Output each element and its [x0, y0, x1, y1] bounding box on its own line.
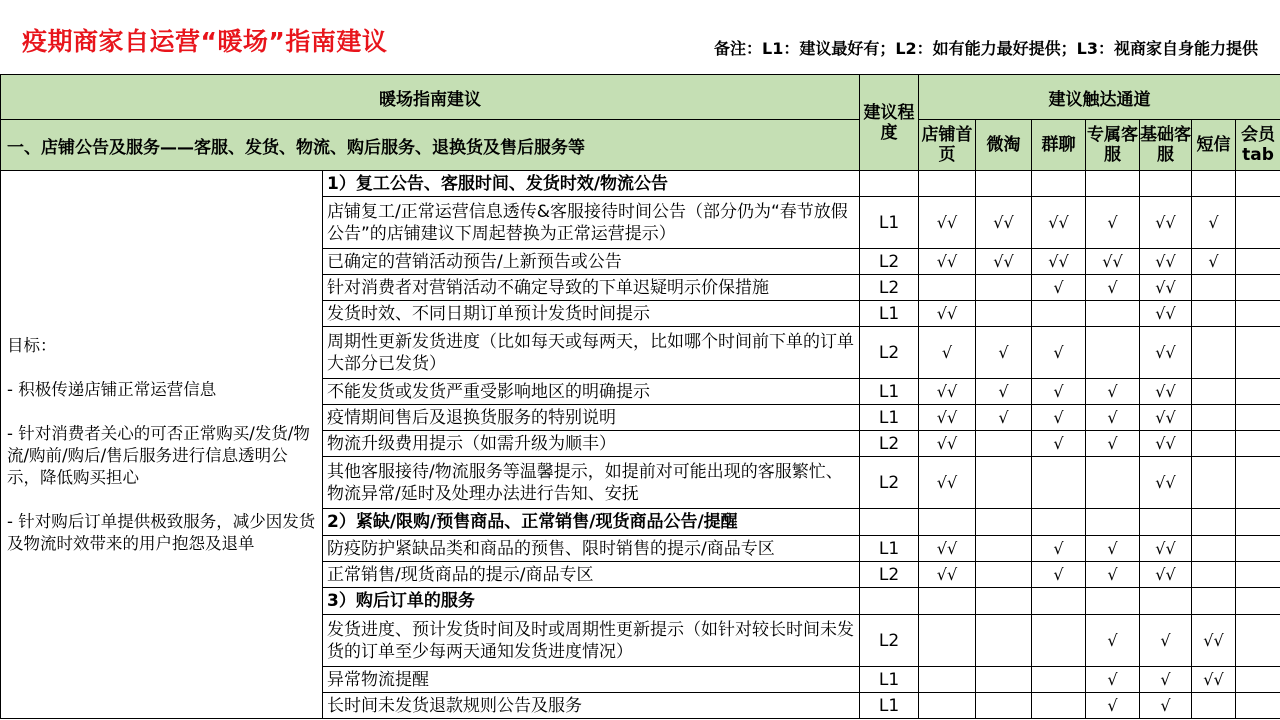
- check-cell: √: [1086, 693, 1140, 719]
- check-cell: [1236, 405, 1280, 431]
- channel-member-tab: 会员tab: [1236, 120, 1280, 171]
- check-cell: √: [1032, 379, 1086, 405]
- check-cell: [1236, 327, 1280, 379]
- goal-cell: 目标： - 积极传递店铺正常运营信息 - 针对消费者关心的可否正常购买/发货/物流/购前/购后/售后服务进行信息透明公示，降低购买担心 - 针对购后订单提供极致服务，减少因发货及物流时效带来的用户抱怨及退单: [1, 171, 323, 719]
- level-cell: [860, 588, 919, 615]
- check-cell: [919, 615, 976, 667]
- check-cell: [1236, 588, 1280, 615]
- check-cell: [976, 171, 1032, 197]
- level-cell: L2: [860, 562, 919, 588]
- check-cell: [1032, 693, 1086, 719]
- check-cell: [976, 431, 1032, 457]
- check-cell: √√: [1140, 275, 1192, 301]
- check-cell: √: [1086, 379, 1140, 405]
- check-cell: [1236, 509, 1280, 536]
- check-cell: [1236, 562, 1280, 588]
- check-cell: √: [1032, 327, 1086, 379]
- item-description: 疫情期间售后及退换货服务的特别说明: [323, 405, 860, 431]
- check-cell: √√: [1192, 667, 1236, 693]
- check-cell: √√: [1140, 301, 1192, 327]
- check-cell: [1086, 457, 1140, 509]
- check-cell: [1192, 457, 1236, 509]
- check-cell: √: [1192, 249, 1236, 275]
- guide-table-body: [1, 171, 1280, 719]
- check-cell: √: [1140, 615, 1192, 667]
- check-cell: √√: [976, 197, 1032, 249]
- item-description: 其他客服接待/物流服务等温馨提示，如提前对可能出现的客服繁忙、物流异常/延时及处理办法进行告知、安抚: [323, 457, 860, 509]
- check-cell: [1192, 509, 1236, 536]
- check-cell: √√: [1086, 249, 1140, 275]
- check-cell: √√: [919, 457, 976, 509]
- check-cell: √√: [919, 379, 976, 405]
- check-cell: √√: [1140, 379, 1192, 405]
- level-cell: L2: [860, 275, 919, 301]
- check-cell: √√: [976, 249, 1032, 275]
- item-description: 防疫防护紧缺品类和商品的预售、限时销售的提示/商品专区: [323, 536, 860, 562]
- check-cell: √: [1086, 562, 1140, 588]
- check-cell: [976, 693, 1032, 719]
- channel-group-chat: 群聊: [1032, 120, 1086, 171]
- check-cell: √: [1032, 431, 1086, 457]
- check-cell: √: [919, 327, 976, 379]
- check-cell: √√: [919, 431, 976, 457]
- check-cell: [1236, 275, 1280, 301]
- item-description: 针对消费者对营销活动不确定导致的下单迟疑明示价保措施: [323, 275, 860, 301]
- header-category: 一、店铺公告及服务——客服、发货、物流、购后服务、退换货及售后服务等: [1, 120, 860, 171]
- check-cell: √: [1032, 562, 1086, 588]
- legend-note: 备注：L1：建议最好有；L2：如有能力最好提供；L3：视商家自身能力提供: [714, 39, 1258, 58]
- check-cell: [1032, 509, 1086, 536]
- check-cell: √√: [919, 536, 976, 562]
- check-cell: [1140, 171, 1192, 197]
- check-cell: √: [1086, 431, 1140, 457]
- check-cell: [1236, 667, 1280, 693]
- level-cell: L2: [860, 249, 919, 275]
- level-cell: L2: [860, 615, 919, 667]
- check-cell: [1192, 693, 1236, 719]
- check-cell: [1086, 301, 1140, 327]
- check-cell: [976, 588, 1032, 615]
- check-cell: √: [1086, 536, 1140, 562]
- channel-store-home: 店铺首页: [919, 120, 976, 171]
- check-cell: [976, 457, 1032, 509]
- check-cell: [1192, 275, 1236, 301]
- item-description: 物流升级费用提示（如需升级为顺丰）: [323, 431, 860, 457]
- check-cell: [1192, 405, 1236, 431]
- check-cell: [976, 667, 1032, 693]
- check-cell: [1192, 379, 1236, 405]
- item-description: 店铺复工/正常运营信息透传&客服接待时间公告（部分仍为“春节放假公告”的店铺建议下周起替换为正常运营提示）: [323, 197, 860, 249]
- check-cell: [1192, 562, 1236, 588]
- check-cell: √: [1086, 275, 1140, 301]
- level-cell: L1: [860, 405, 919, 431]
- check-cell: √√: [1032, 197, 1086, 249]
- check-cell: [1140, 509, 1192, 536]
- item-description: 正常销售/现货商品的提示/商品专区: [323, 562, 860, 588]
- check-cell: [1032, 615, 1086, 667]
- check-cell: [1236, 249, 1280, 275]
- channel-dedicated-service: 专属客服: [1086, 120, 1140, 171]
- level-cell: [860, 509, 919, 536]
- level-cell: L1: [860, 667, 919, 693]
- channel-header-row: [1, 120, 1280, 171]
- check-cell: [976, 301, 1032, 327]
- check-cell: √√: [919, 562, 976, 588]
- check-cell: [1236, 379, 1280, 405]
- check-cell: [1236, 693, 1280, 719]
- check-cell: [1086, 327, 1140, 379]
- section-title: 1）复工公告、客服时间、发货时效/物流公告: [323, 171, 860, 197]
- check-cell: √: [1032, 275, 1086, 301]
- check-cell: [1192, 588, 1236, 615]
- check-cell: [1236, 171, 1280, 197]
- check-cell: [1236, 431, 1280, 457]
- check-cell: [919, 588, 976, 615]
- page-title: 疫期商家自运营“暖场”指南建议: [22, 27, 388, 56]
- check-cell: √√: [919, 405, 976, 431]
- check-cell: [1236, 615, 1280, 667]
- check-cell: √: [976, 327, 1032, 379]
- check-cell: √: [1032, 405, 1086, 431]
- check-cell: √√: [1192, 615, 1236, 667]
- header-channels: 建议触达通道: [919, 75, 1280, 120]
- check-cell: [976, 536, 1032, 562]
- guide-table: [0, 74, 1280, 719]
- header-guide: 暖场指南建议: [1, 75, 860, 120]
- check-cell: √: [1140, 667, 1192, 693]
- check-cell: [1032, 588, 1086, 615]
- check-cell: [1086, 588, 1140, 615]
- item-description: 不能发货或发货严重受影响地区的明确提示: [323, 379, 860, 405]
- check-cell: [976, 615, 1032, 667]
- level-cell: L1: [860, 693, 919, 719]
- check-cell: √√: [1140, 562, 1192, 588]
- check-cell: √√: [1140, 327, 1192, 379]
- check-cell: [1236, 536, 1280, 562]
- check-cell: [919, 509, 976, 536]
- check-cell: √: [1192, 197, 1236, 249]
- check-cell: √: [1086, 667, 1140, 693]
- check-cell: [1192, 536, 1236, 562]
- check-cell: √√: [1140, 536, 1192, 562]
- check-cell: √: [1086, 615, 1140, 667]
- check-cell: [1236, 457, 1280, 509]
- check-cell: √: [1086, 197, 1140, 249]
- check-cell: [1192, 171, 1236, 197]
- channel-weitao: 微淘: [976, 120, 1032, 171]
- level-cell: L2: [860, 457, 919, 509]
- section-title: 2）紧缺/限购/预售商品、正常销售/现货商品公告/提醒: [323, 509, 860, 536]
- check-cell: √√: [1140, 431, 1192, 457]
- level-cell: L1: [860, 301, 919, 327]
- check-cell: [1032, 457, 1086, 509]
- item-description: 异常物流提醒: [323, 667, 860, 693]
- check-cell: √√: [1140, 249, 1192, 275]
- level-cell: [860, 171, 919, 197]
- check-cell: √√: [1140, 457, 1192, 509]
- check-cell: √√: [919, 301, 976, 327]
- check-cell: [1192, 431, 1236, 457]
- check-cell: [1236, 301, 1280, 327]
- check-cell: [919, 275, 976, 301]
- check-cell: √: [1086, 405, 1140, 431]
- check-cell: √√: [1140, 197, 1192, 249]
- check-cell: [1192, 327, 1236, 379]
- check-cell: [1086, 171, 1140, 197]
- item-description: 发货时效、不同日期订单预计发货时间提示: [323, 301, 860, 327]
- check-cell: [976, 275, 1032, 301]
- check-cell: √√: [1140, 405, 1192, 431]
- section-title: 3）购后订单的服务: [323, 588, 860, 615]
- check-cell: [1236, 197, 1280, 249]
- check-cell: [1032, 667, 1086, 693]
- item-description: 周期性更新发货进度（比如每天或每两天，比如哪个时间前下单的订单大部分已发货）: [323, 327, 860, 379]
- item-description: 发货进度、预计发货时间及时或周期性更新提示（如针对较长时间未发货的订单至少每两天通知发货进度情况）: [323, 615, 860, 667]
- check-cell: [1086, 509, 1140, 536]
- channel-sms: 短信: [1192, 120, 1236, 171]
- check-cell: [1140, 588, 1192, 615]
- check-cell: [976, 562, 1032, 588]
- check-cell: √: [976, 405, 1032, 431]
- check-cell: √√: [919, 249, 976, 275]
- level-cell: L1: [860, 197, 919, 249]
- check-cell: √: [1032, 536, 1086, 562]
- level-cell: L1: [860, 379, 919, 405]
- level-cell: L1: [860, 536, 919, 562]
- check-cell: √: [976, 379, 1032, 405]
- check-cell: [1032, 171, 1086, 197]
- channel-basic-service: 基础客服: [1140, 120, 1192, 171]
- check-cell: [976, 509, 1032, 536]
- header-level: 建议程度: [860, 75, 919, 171]
- check-cell: [1032, 301, 1086, 327]
- check-cell: [919, 667, 976, 693]
- check-cell: √√: [1032, 249, 1086, 275]
- level-cell: L2: [860, 431, 919, 457]
- check-cell: [919, 171, 976, 197]
- level-cell: L2: [860, 327, 919, 379]
- item-description: 已确定的营销活动预告/上新预告或公告: [323, 249, 860, 275]
- check-cell: √: [1140, 693, 1192, 719]
- item-description: 长时间未发货退款规则公告及服务: [323, 693, 860, 719]
- check-cell: √√: [919, 197, 976, 249]
- check-cell: [1192, 301, 1236, 327]
- check-cell: [919, 693, 976, 719]
- section-row: [1, 171, 1280, 197]
